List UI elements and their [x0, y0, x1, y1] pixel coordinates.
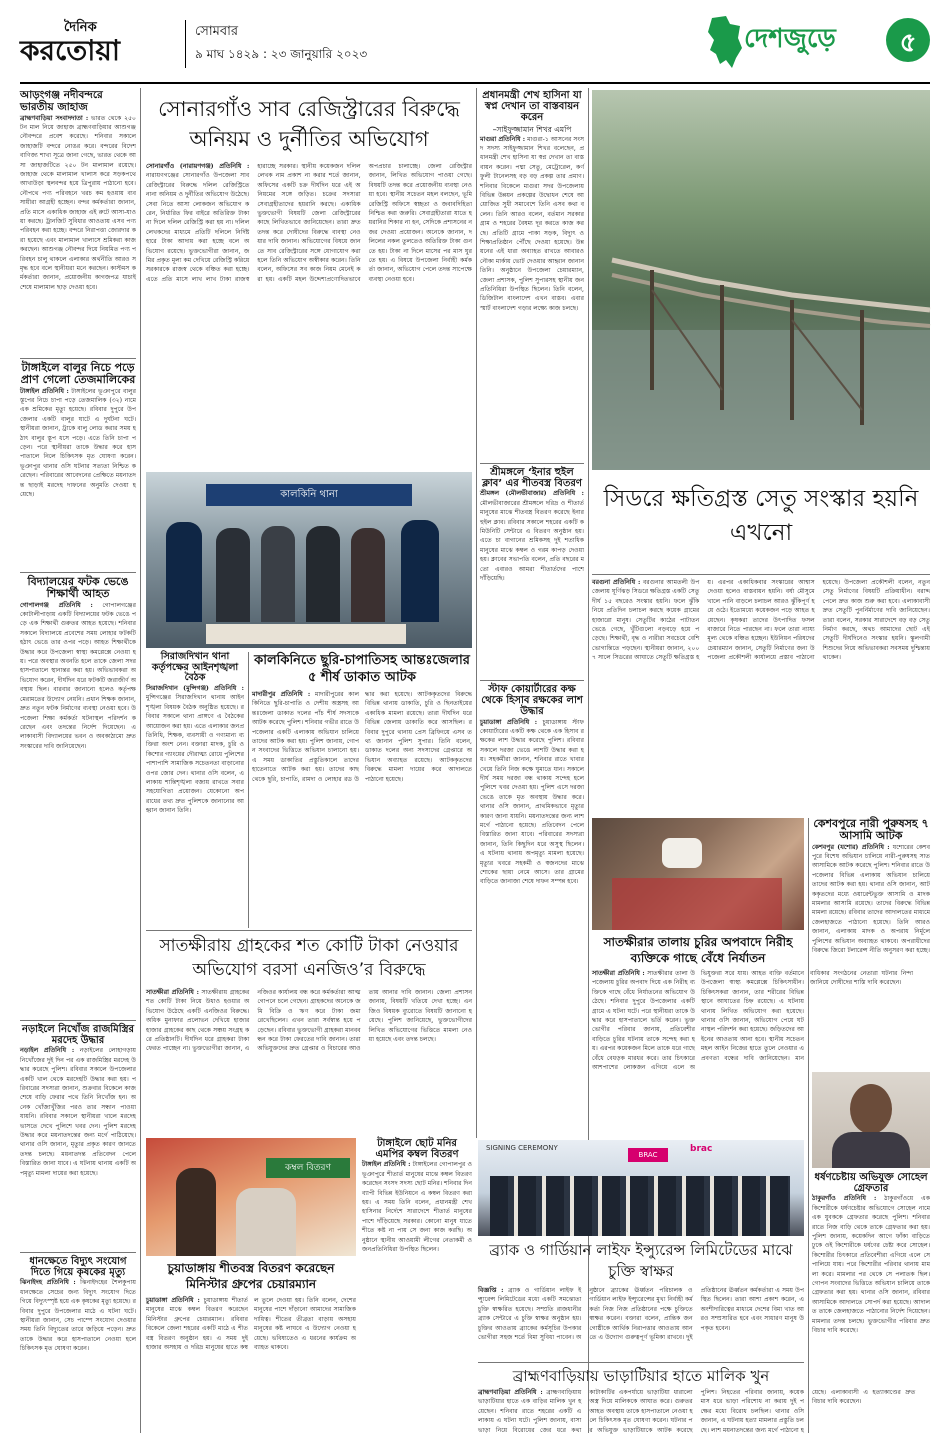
byline: চুয়াডাঙ্গা প্রতিনিধি : [146, 1297, 200, 1304]
article-a3 [20, 576, 136, 1016]
article-body: ভারত থেকে ২৫০ টন মাল নিয়ে জাহাজ ব্রাহ্মণবাড়িয়ার আশুগঞ্জ নৌবন্দরে প্রবেশ করেছে। শনিবার সকালে জাহাজটি বন্দরে নোঙর করে। বন্দরের বিদেশ বাণিজ্য শাখা সূত্রে জানা গেছে, ভারত থেকে আসা জাহাজটিতে ২৫০ টন মালামাল রয়েছে। জাহাজ থেকে মালামাল খালাস করে সড়কপথে আখাউড়া স্থলবন্দর হয়ে ত্রিপুরায় পাঠানো হবে। নৌপথে পণ্য পরিবহনে খরচ কম হওয়ায় ব্যবসায়ীরা আগ্রহী হচ্ছেন। বন্দর কর্মকর্তারা জানান, প্রতি মাসে একাধিক জাহাজ এই রুটে আসা-যাওয়া করছে। ট্রানজিট সুবিধার আওতায় এসব পণ্য পরিবহন করা হচ্ছে। বন্দরে নিরাপত্তা জোরদার করা হয়েছে এবং মালামাল খালাসে শ্রমিকরা কাজ করছেন। আশুগঞ্জ নৌবন্দর দিয়ে নিয়মিত পণ্য পরিবহন চালু থাকলে এলাকার অর্থনীতি আরও সমৃদ্ধ হবে বলে স্থানীয়রা মনে করছেন। কাস্টমস কর্মকর্তারা জানান, প্রয়োজনীয় কাগজপত্র যাচাই শেষে মালামাল ছাড় দেওয়া হবে। [20, 114, 137, 291]
article-a8 [146, 652, 244, 926]
arrested-suspects-photo [146, 472, 472, 648]
lead-headline: সোনারগাঁও সাব রেজিস্ট্রারের বিরুদ্ধে অনিয়ম ও দুর্নীতির অভিযোগ [158, 97, 460, 151]
headline: সিরাজদিখান থানা কর্তৃপক্ষের আইনশৃঙ্খলা বৈঠক [151, 651, 239, 684]
masthead-divider [185, 20, 186, 68]
article-body: মাদারীপুরের কালকিনিতে ছুরি-চাপাতি ও দেশীয় অস্ত্রসহ আন্তঃজেলা ডাকাত দলের পাঁচ শীর্ষ সদস্যকে আটক করেছে পুলিশ। শনিবার গভীর রাতে উপজেলার একটি এলাকায় অভিযান চালিয়ে তাদের আটক করা হয়। পুলিশ জানায়, গোপন সংবাদের ভিত্তিতে অভিযান চালানো হয়। এ সময় ডাকাতির প্রস্তুতিকালে তাদের হাতেনাতে আটক করা হয়। তাদের কাছ থেকে ছুরি, চাপাতি, রামদা ও লোহার রড উদ্ধার করা হয়েছে। আটককৃতদের বিরুদ্ধে বিভিন্ন থানায় ডাকাতি, চুরি ও ছিনতাইয়ের একাধিক মামলা রয়েছে। তারা দীর্ঘদিন ধরে বিভিন্ন জেলায় ডাকাতি করে আসছিল। রবিবার দুপুরে থানায় প্রেস ব্রিফিংয়ে এসব তথ্য জানান পুলিশ সুপার। তিনি বলেন, ডাকাত দলের অন্য সদস্যদের গ্রেপ্তারে অভিযান অব্যাহত রয়েছে। আটককৃতদের বিরুদ্ধে মামলা দায়ের করে আদালতে পাঠানো হয়েছে। [252, 691, 472, 783]
article-body: টাঙ্গাইলের গোপালপুর ও ভূঞাপুরে শীতার্ত মানুষের মাঝে কম্বল বিতরণ করেছেন সংসদ সদস্য ছোট মনির। শনিবার দিনব্যাপী বিভিন্ন ইউনিয়নে এ কম্বল বিতরণ করা হয়। এ সময় তিনি বলেন, প্রধানমন্ত্রী শেখ হাসিনার নির্দেশে সারাদেশে শীতার্ত মানুষের পাশে দাঁড়িয়েছে সরকার। কোনো মানুষ যাতে শীতে কষ্ট না পায় সে জন্য কাজ করছি। অনুষ্ঠানে স্থানীয় আওয়ামী লীগের নেতাকর্মী ও জনপ্রতিনিধিরা উপস্থিত ছিলেন। [362, 1161, 472, 1254]
row-rule [20, 572, 136, 573]
logo-name-text: করতোয়া [20, 34, 120, 67]
article-a15 [592, 578, 930, 810]
headline: স্টাফ কোয়ার্টারের কক্ষ থেকে হিসাব রক্ষকের লাশ উদ্ধার [481, 684, 583, 718]
byline: নড়াইল প্রতিনিধি : [20, 1047, 75, 1055]
row-rule [20, 358, 136, 359]
brac-logo-secondary: brac [690, 1144, 713, 1154]
byline: ঝিনাইদহ প্রতিনিধি : [20, 1279, 76, 1287]
article-body: সাতক্ষীরায় গ্রাহকের শত কোটি টাকা নিয়ে উধাও হওয়ার অভিযোগ উঠেছে একটি এনজিওর বিরুদ্ধে। অধিক মুনাফার প্রলোভন দেখিয়ে হাজার হাজার গ্রাহকের কাছ থেকে সঞ্চয় সংগ্রহ করে প্রতিষ্ঠানটি। দীর্ঘদিন ধরে গ্রাহকরা টাকা ফেরত পাচ্ছেন না। ভুক্তভোগীরা জানান, এনজিওর কার্যালয় বন্ধ করে কর্মকর্তারা আত্মগোপনে চলে গেছেন। গ্রাহকদের অনেকে জমি বিক্রি ও ঋণ করে টাকা জমা রেখেছিলেন। এখন তারা সর্বস্বান্ত হয়ে পড়েছেন। রবিবার ভুক্তভোগী গ্রাহকরা মানববন্ধন করে টাকা ফেরতের দাবি জানান। তারা অভিযুক্তদের দ্রুত গ্রেপ্তার ও বিচারের আওতায় আনার দাবি জানান। জেলা প্রশাসন জানায়, বিষয়টি খতিয়ে দেখা হচ্ছে। এনজিও বিষয়ক ব্যুরোতে বিষয়টি জানানো হয়েছে। পুলিশ জানিয়েছে, ভুক্তভোগীদের লিখিত অভিযোগের ভিত্তিতে মামলা নেওয়া হয়েছে এবং তদন্ত চলছে। [146, 989, 472, 1053]
article-body: ব্র্যাক ও গার্ডিয়ান লাইফ ইন্স্যুরেন্স লিমিটেডের মধ্যে একটি সমঝোতা চুক্তি স্বাক্ষরিত হয়েছে। সম্প্রতি রাজধানীর ব্র্যাক সেন্টারে এ চুক্তি স্বাক্ষর অনুষ্ঠান হয়। চুক্তির আওতায় ব্র্যাকের কর্মসূচির উপকারভোগীরা সহজ শর্তে বিমা সুবিধা পাবেন। অনুষ্ঠানে ব্র্যাকের ঊর্ধ্বতন পরিচালক ও গার্ডিয়ান লাইফ ইন্স্যুরেন্সের মুখ্য নির্বাহী কর্মকর্তা নিজ নিজ প্রতিষ্ঠানের পক্ষে চুক্তিতে স্বাক্ষর করেন। বক্তারা বলেন, প্রান্তিক জনগোষ্ঠীকে আর্থিক নিরাপত্তার আওতায় আনতে এ উদ্যোগ গুরুত্বপূর্ণ ভূমিকা রাখবে। দুই প্রতিষ্ঠানের ঊর্ধ্বতন কর্মকর্তারা এ সময় উপস্থিত ছিলেন। তারা আশা প্রকাশ করেন, এ অংশীদারিত্বের মাধ্যমে দেশের বিমা খাত আরও সম্প্রসারিত হবে এবং সাধারণ মানুষ উপকৃত হবেন। [478, 1287, 804, 1342]
headline: আড়ংগঞ্জ নদীবন্দরে ভারতীয় জাহাজ [20, 89, 103, 113]
masthead [0, 0, 945, 86]
article-body: যশোরের কেশবপুরে বিশেষ অভিযান চালিয়ে নারী-পুরুষসহ সাত আসামিকে আটক করেছে পুলিশ। শনিবার রাতে উপজেলার বিভিন্ন এলাকায় অভিযান চালিয়ে তাদের আটক করা হয়। থানার ওসি জানান, আটককৃতদের মধ্যে ওয়ারেন্টভুক্ত আসামি ও মাদক মামলার আসামি রয়েছে। তাদের বিরুদ্ধে বিভিন্ন মামলা রয়েছে। রবিবার তাদের আদালতের মাধ্যমে জেলহাজতে পাঠানো হয়েছে। তিনি আরও জানান, এলাকায় মাদক ও অপরাধ নির্মূলে পুলিশের অভিযান অব্যাহত থাকবে। অপরাধীদের বিরুদ্ধে জিরো টলারেন্স নীতি অনুসরণ করা হচ্ছে। [812, 843, 931, 955]
column-rule [808, 818, 809, 1433]
article-body: মৌলভীবাজারের শ্রীমঙ্গলে দরিদ্র ও শীতার্ত মানুষের মাঝে শীতবস্ত্র বিতরণ করেছে ইনার হুইল ক্লাব। রবিবার সকালে শহরের একটি কমিউনিটি সেন্টারে এ বিতরণ অনুষ্ঠান হয়। এতে চা বাগানের শ্রমিকসহ দুই শতাধিক মানুষের মাঝে কম্বল ও গরম কাপড় দেওয়া হয়। ক্লাবের সভাপতি বলেন, প্রতি বছরের মতো এবারও আমরা শীতার্তদের পাশে দাঁড়িয়েছি। [480, 499, 584, 583]
headline: নড়াইলে নিখোঁজ রাজমিস্ত্রির মরদেহ উদ্ধার [22, 1024, 134, 1047]
row-rule [478, 1362, 804, 1363]
article-body: নারায়ণগঞ্জের সোনারগাঁও উপজেলা সাব রেজিস্ট্রারের বিরুদ্ধে দলিল রেজিস্ট্রিতে নানা অনিয়ম ও দুর্নীতির অভিযোগ উঠেছে। সেবা নিতে আসা লোকজন অভিযোগ করেন, নির্ধারিত ফির বাইরে অতিরিক্ত টাকা না দিলে দলিল রেজিস্ট্রি করা হয় না। দলিল লেখকদের মাধ্যমে প্রতিটি দলিলে নির্দিষ্ট হারে টাকা আদায় করা হচ্ছে বলে অভিযোগ রয়েছে। ভুক্তভোগীরা জানান, জমির প্রকৃত মূল্য কম দেখিয়ে রেজিস্ট্রি করিয়ে সরকারকে রাজস্ব থেকে বঞ্চিত করা হচ্ছে। এতে প্রতি মাসে লাখ লাখ টাকা রাজস্ব হারাচ্ছে সরকার। স্থানীয় কয়েকজন দলিল লেখক নাম প্রকাশ না করার শর্তে জানান, অফিসের একটি চক্র দীর্ঘদিন ধরে এই অনিয়মের সঙ্গে জড়িত। চক্রের সদস্যরা সেবাগ্রহীতাদের হয়রানি করছে। একাধিক ভুক্তভোগী বিষয়টি জেলা রেজিস্ট্রারের কাছে লিখিতভাবে জানিয়েছেন। তারা দ্রুত তদন্ত করে দোষীদের বিরুদ্ধে ব্যবস্থা নেওয়ার দাবি জানান। অভিযোগের বিষয়ে জানতে সাব রেজিস্ট্রারের সঙ্গে যোগাযোগ করা হলে তিনি অভিযোগ অস্বীকার করেন। তিনি বলেন, অফিসের সব কাজ নিয়ম মেনেই করা হয়। একটি মহল উদ্দেশ্যপ্রণোদিতভাবে অপপ্রচার চালাচ্ছে। জেলা রেজিস্ট্রার জানান, লিখিত অভিযোগ পাওয়া গেছে। বিষয়টি তদন্ত করে প্রয়োজনীয় ব্যবস্থা নেওয়া হবে। স্থানীয় সচেতন মহল বলছেন, ভূমি রেজিস্ট্রি অফিসে স্বচ্ছতা ও জবাবদিহিতা নিশ্চিত করা জরুরি। সেবাগ্রহীতারা যাতে হয়রানির শিকার না হন, সেদিকে প্রশাসনের নজর দেওয়া প্রয়োজন। অনেকে জানান, দলিলের নকল তুলতেও অতিরিক্ত টাকা গুনতে হয়। টাকা না দিলে মাসের পর মাস ঘুরতে হয়। এ বিষয়ে উপজেলা নির্বাহী কর্মকর্তা জানান, অভিযোগ পেলে তদন্ত সাপেক্ষে ব্যবস্থা নেওয়া হবে। [146, 163, 472, 283]
article-body: বরগুনার আমতলী উপজেলায় ঘূর্ণিঝড় সিডরে ক্ষতিগ্রস্ত একটি সেতু দীর্ঘ ১৫ বছরেও সংস্কার হয়নি। ফলে ঝুঁকি নিয়ে প্রতিদিন চলাচল করছে কয়েক গ্রামের হাজারো মানুষ। সেতুটির কাঠের পাটাতন ভেঙে গেছে, খুঁটিগুলো নড়বড়ে হয়ে পড়েছে। শিক্ষার্থী, বৃদ্ধ ও নারীরা সবচেয়ে বেশি ভোগান্তিতে পড়ছেন। স্থানীয়রা জানান, ২০০৭ সালে সিডরের আঘাতে সেতুটি ক্ষতিগ্রস্ত হয়। এরপর একাধিকবার সংস্কারের আশ্বাস দেওয়া হলেও বাস্তবায়ন হয়নি। বর্ষা মৌসুমে খালে পানি বাড়লে চলাচল আরও ঝুঁকিপূর্ণ হয়ে ওঠে। ইতোমধ্যে কয়েকজন পড়ে আহত হয়েছেন। কৃষকরা তাদের উৎপাদিত ফসল বাজারে নিতে পারছেন না। ফলে তারা ন্যায্য মূল্য থেকে বঞ্চিত হচ্ছেন। ইউনিয়ন পরিষদের চেয়ারম্যান জানান, সেতুটি নির্মাণের জন্য উপজেলা প্রকৌশলী কার্যালয়ে প্রস্তাব পাঠানো হয়েছে। উপজেলা প্রকৌশলী বলেন, নতুন সেতু নির্মাণের বিষয়টি প্রক্রিয়াধীন। বরাদ্দ পেলে দ্রুত কাজ শুরু করা হবে। এলাকাবাসী দ্রুত সেতুটি পুনর্নির্মাণের দাবি জানিয়েছেন। তারা বলেন, সরকার সারাদেশে বড় বড় সেতু নির্মাণ করছে, অথচ আমাদের ছোট এই সেতুটি দীর্ঘদিনেও সংস্কার হয়নি। স্কুলগামী শিশুদের নিয়ে অভিভাবকরা সবসময় দুশ্চিন্তায় থাকেন। [592, 579, 930, 662]
byline: টাঙ্গাইল প্রতিনিধি : [362, 1161, 411, 1169]
byline: মাগুরা প্রতিনিধি : [480, 135, 526, 143]
bridge-illustration [592, 90, 930, 470]
headline: সিডরে ক্ষতিগ্রস্ত সেতু সংস্কার হয়নি এখনো [603, 486, 919, 546]
byline: বরগুনা প্রতিনিধি : [592, 579, 641, 586]
bridge-headline-box [592, 474, 930, 570]
row-rule [592, 574, 930, 575]
byline: ব্রাহ্মণবাড়িয়া সংবাদদাতা : [20, 114, 89, 122]
damaged-bridge-photo [592, 90, 930, 470]
page-number-badge [886, 18, 930, 62]
column-rule [248, 652, 249, 928]
byline: বিজ্ঞপ্তি : [478, 1287, 504, 1294]
section-title: দেশজুড়ে [744, 24, 836, 54]
headline: সাতক্ষীরার তালায় চুরির অপবাদে নিরীহ ব্যক্তিকে গাছে বেঁধে নির্যাতন [603, 935, 793, 965]
brac-logo: BRAC [628, 1148, 668, 1162]
article-a2 [20, 362, 136, 570]
byline: চুয়াডাঙ্গা প্রতিনিধি : [480, 718, 538, 726]
police-banner: কালকিনি থানা [206, 484, 412, 506]
logo-small-text: দৈনিক [64, 20, 97, 35]
byline: শ্রীমঙ্গল (মৌলভীবাজার) প্রতিনিধি : [480, 490, 584, 498]
article-body: চুয়াডাঙ্গায় স্টাফ কোয়ার্টারের একটি কক্ষ থেকে এক হিসাব রক্ষকের লাশ উদ্ধার করেছে পুলিশ। রবিবার সকালে দরজা ভেঙে লাশটি উদ্ধার করা হয়। সহকর্মীরা জানান, শনিবার রাতে খাবার খেয়ে তিনি নিজ কক্ষে ঘুমাতে যান। সকালে দীর্ঘ সময় দরজা বন্ধ থাকায় সন্দেহ হলে পুলিশে খবর দেওয়া হয়। পুলিশ এসে দরজা ভেঙে তাকে মৃত অবস্থায় উদ্ধার করে। থানার ওসি জানান, প্রাথমিকভাবে মৃত্যুর কারণ জানা যায়নি। ময়নাতদন্তের জন্য লাশ মর্গে পাঠানো হয়েছে। প্রতিবেদন পেলে বিস্তারিত জানা যাবে। পরিবারের সদস্যরা জানান, তিনি কিছুদিন ধরে অসুস্থ ছিলেন। এ ঘটনায় থানায় অপমৃত্যু মামলা হয়েছে। মৃত্যুর খবরে সহকর্মী ও স্বজনদের মাঝে শোকের ছায়া নেমে আসে। তার গ্রামের বাড়িতে জানাজা শেষে দাফন সম্পন্ন হবে। [480, 718, 584, 886]
masthead-rule [20, 82, 930, 84]
article-a16 [592, 934, 913, 1086]
article-a13 [480, 467, 584, 677]
headline: শ্রীমঙ্গলে ‘ইনার হুইল ক্লাব’ এর শীতবস্ত্র বিতরণ [482, 467, 582, 490]
article-body: সাতক্ষীরার তালা উপজেলায় চুরির অপবাদ দিয়ে এক নিরীহ ব্যক্তিকে গাছে বেঁধে নির্যাতনের অভিযোগ উঠেছে। শনিবার দুপুরে উপজেলার একটি গ্রামে এ ঘটনা ঘটে। পরে স্থানীয়রা তাকে উদ্ধার করে হাসপাতালে ভর্তি করেন। ভুক্তভোগীর পরিবার জানায়, প্রতিবেশীর বাড়িতে চুরির ঘটনায় তাকে সন্দেহ করা হয়। এরপর কয়েকজন মিলে তাকে ধরে গাছে বেঁধে বেধড়ক মারধর করে। তার চিৎকারে আশপাশের লোকজন এগিয়ে এলে অভিযুক্তরা সরে যায়। আহত ব্যক্তি বর্তমানে উপজেলা স্বাস্থ্য কমপ্লেক্সে চিকিৎসাধীন। চিকিৎসকরা জানান, তার শরীরের বিভিন্ন স্থানে আঘাতের চিহ্ন রয়েছে। এ ঘটনায় থানায় লিখিত অভিযোগ করা হয়েছে। থানার ওসি জানান, অভিযোগ পেয়ে ঘটনাস্থল পরিদর্শন করা হয়েছে। জড়িতদের আইনের আওতায় আনা হবে। স্থানীয় সচেতন মহল আইন নিজের হাতে তুলে নেওয়ার এ প্রবণতা বন্ধের দাবি জানিয়েছেন। মানবাধিকার সংগঠনের নেতারা ঘটনার নিন্দা জানিয়ে দোষীদের শাস্তি দাবি করেছেন। [592, 970, 913, 1072]
newspaper-logo [20, 18, 175, 73]
article-a17 [812, 818, 930, 1068]
article-body: চুয়াডাঙ্গায় শীতার্ত মানুষের মাঝে কম্বল বিতরণ করেছেন মিনিস্টার গ্রুপের চেয়ারম্যান। রবিবার বিকেলে জেলা শহরের একটি মাঠে এ শীতবস্ত্র বিতরণ অনুষ্ঠান হয়। এ সময় দুই হাজার অসহায় ও দরিদ্র মানুষের হাতে কম্বল তুলে দেওয়া হয়। তিনি বলেন, দেশের মানুষের পাশে দাঁড়ানো আমাদের সামাজিক দায়িত্ব। শীতের তীব্রতা বাড়ায় অসহায় মানুষের কষ্ট লাঘবে এ উদ্যোগ নেওয়া হয়েছে। ভবিষ্যতেও এ ধরনের কার্যক্রম অব্যাহত থাকবে। [146, 1297, 356, 1352]
article-a10 [146, 1260, 356, 1435]
headline: ব্রাহ্মণবাড়িয়ায় ভাড়াটিয়ার হাতে মালিক খুন [512, 1367, 770, 1385]
headline: ধানক্ষেতে বিদ্যুৎ সংযোগ দিতে গিয়ে কৃষকের মৃত্যু [29, 1256, 127, 1279]
suspect-portrait-photo [812, 1072, 930, 1168]
headline: সাতক্ষীরায় গ্রাহকের শত কোটি টাকা নেওয়ার অভিযোগ বরসা এনজিও’র বিরুদ্ধে [159, 936, 459, 980]
article-a6 [146, 90, 472, 470]
article-body: ঝিনাইদহের শৈলকুপায় ধানক্ষেতে সেচের জন্য বিদ্যুৎ সংযোগ দিতে গিয়ে বিদ্যুৎস্পৃষ্ট হয়ে এক কৃষকের মৃত্যু হয়েছে। রবিবার দুপুরে উপজেলার মাঠে এ ঘটনা ঘটে। স্থানীয়রা জানান, সেচ পাম্পে সংযোগ দেওয়ার সময় তিনি বিদ্যুতের তারে জড়িয়ে পড়েন। দ্রুত তাকে উদ্ধার করে হাসপাতালে নেওয়া হলে চিকিৎসক মৃত ঘোষণা করেন। [20, 1279, 136, 1353]
byline: গোপালগঞ্জ প্রতিনিধি : [20, 601, 93, 609]
article-a5 [20, 1256, 136, 1436]
article-a19 [478, 1240, 804, 1360]
headline: বিদ্যালয়ের ফটক ভেঙে শিক্ষার্থী আহত [27, 575, 129, 601]
headline: টাঙ্গাইলে ছোট মনির এমপির কম্বল বিতরণ [375, 1138, 459, 1161]
article-a4 [20, 1024, 136, 1249]
byline: মাদারীপুর প্রতিনিধি : [252, 691, 311, 698]
victim-in-hospital-photo [592, 818, 804, 930]
article-a1 [20, 90, 136, 355]
article-body: ঠাকুরগাঁওয়ে এক কিশোরীকে ধর্ষণচেষ্টার অভিযোগে সোহেল নামে এক যুবককে গ্রেফতার করেছে পুলিশ। শনিবার রাতে নিজ বাড়ি থেকে তাকে গ্রেফতার করা হয়। পুলিশ জানায়, কয়েকদিন আগে ফাঁকা বাড়িতে ঢুকে ওই কিশোরীকে ধর্ষণের চেষ্টা করে সোহেল। কিশোরীর চিৎকারে প্রতিবেশীরা এগিয়ে এলে সে পালিয়ে যায়। পরে কিশোরীর পরিবার থানায় মামলা করে। মামলার পর থেকে সে পলাতক ছিল। গোপন সংবাদের ভিত্তিতে অভিযান চালিয়ে তাকে গ্রেফতার করা হয়। থানার ওসি জানান, রবিবার আসামিকে আদালতে সোপর্দ করা হয়েছে। আদালত তাকে জেলহাজতে পাঠানোর নির্দেশ দিয়েছেন। মামলার তদন্ত চলছে। ভুক্তভোগীর পরিবার দ্রুত বিচার দাবি করেছে। [812, 1195, 930, 1335]
byline: সাতক্ষীরা প্রতিনিধি : [146, 989, 199, 996]
article-a12 [480, 90, 584, 450]
rally-banner: কম্বল বিতরণ [266, 1158, 350, 1178]
bangladesh-map-icon [706, 14, 744, 70]
byline: সাতক্ষীরা প্রতিনিধি : [592, 970, 645, 977]
article-a20 [478, 1366, 916, 1440]
byline: ঠাকুরগাঁও প্রতিনিধি : [812, 1195, 877, 1203]
signing-banner: SIGNING CEREMONY [486, 1144, 558, 1152]
blanket-distribution-photo [146, 1138, 356, 1256]
article-body: টাঙ্গাইলের ভূঞাপুরে বালুর স্তূপের নিচে চাপা পড়ে তেজমালিক (৩২) নামে এক শ্রমিকের মৃত্যু হয়েছে। রবিবার দুপুরে উপজেলার একটি বালুর ঘাটে এ দুর্ঘটনা ঘটে। স্থানীয়রা জানান, ট্রাকে বালু লোড করার সময় হঠাৎ বালুর স্তূপ ধসে পড়ে। এতে তিনি চাপা পড়েন। পরে স্থানীয়রা তাকে উদ্ধার করে হাসপাতালে নিলে চিকিৎসক মৃত ঘোষণা করেন। ভূঞাপুর থানার ওসি ঘটনার সত্যতা নিশ্চিত করেছেন। পরিবারের আবেদনের প্রেক্ষিতে ময়নাতদন্ত ছাড়াই মরদেহ দাফনের অনুমতি দেওয়া হয়েছে। [20, 387, 137, 499]
column-rule [140, 88, 141, 1433]
article-body: মাগুরা-১ আসনের সংসদ সদস্য সাইফুজ্জামান শিখর বলেছেন, প্রধানমন্ত্রী শেখ হাসিনা যা স্বপ্ন দেখান তা বাস্তবায়ন করেন। পদ্মা সেতু, মেট্রোরেল, কর্ণফুলী টানেলসহ বড় বড় প্রকল্প তার প্রমাণ। শনিবার বিকেলে মাগুরা সদর উপজেলায় বিভিন্ন উন্নয়ন প্রকল্পের উদ্বোধন শেষে আয়োজিত সুধী সমাবেশে তিনি এসব কথা বলেন। তিনি আরও বলেন, বর্তমান সরকার গ্রাম ও শহরের বৈষম্য দূর করতে কাজ করছে। প্রতিটি গ্রামে পাকা সড়ক, বিদ্যুৎ ও শিক্ষাপ্রতিষ্ঠান পৌঁছে দেওয়া হয়েছে। উন্নয়নের এই ধারা অব্যাহত রাখতে আবারও নৌকা মার্কায় ভোট দেওয়ার আহ্বান জানান তিনি। অনুষ্ঠানে উপজেলা চেয়ারম্যান, জেলা প্রশাসক, পুলিশ সুপারসহ স্থানীয় জনপ্রতিনিধিরা উপস্থিত ছিলেন। তিনি বলেন, ডিজিটাল বাংলাদেশ এখন বাস্তব। এবার স্মার্ট বাংলাদেশ গড়ার লক্ষ্যে কাজ চলছে। [480, 135, 585, 312]
headline: চুয়াডাঙ্গায় শীতবস্ত্র বিতরণ করেছেন মিনিস্টার গ্রুপের চেয়ারম্যান [167, 1261, 335, 1291]
article-a7 [252, 652, 472, 926]
issue-day: সোমবার [195, 24, 239, 39]
article-body: মুন্সিগঞ্জের সিরাজদিখান থানায় আইনশৃঙ্খলা বিষয়ক বৈঠক অনুষ্ঠিত হয়েছে। রবিবার সকালে থানা প্রাঙ্গণে এ বৈঠকের আয়োজন করা হয়। এতে এলাকার জনপ্রতিনিধি, শিক্ষক, ব্যবসায়ী ও গণ্যমান্য ব্যক্তিরা অংশ নেন। বক্তারা মাদক, চুরি ও কিশোর গ্যাংয়ের দৌরাত্ম্য রোধে পুলিশের পাশাপাশি সামাজিক সচেতনতা বাড়ানোর ওপর জোর দেন। থানার ওসি বলেন, এলাকায় শান্তিশৃঙ্খলা বজায় রাখতে সবার সহযোগিতা প্রয়োজন। যেকোনো অপরাধের তথ্য দ্রুত পুলিশকে জানানোর আহ্বান জানান তিনি। [146, 694, 244, 815]
article-body: গোপালগঞ্জের কোটালীপাড়ায় একটি বিদ্যালয়ের ফটক ভেঙে পড়ে এক শিক্ষার্থী গুরুতর আহত হয়েছে। শনিবার সকালে বিদ্যালয়ে প্রবেশের সময় লোহার ফটকটি হঠাৎ ভেঙে তার ওপর পড়ে। আহত শিক্ষার্থীকে উদ্ধার করে উপজেলা স্বাস্থ্য কমপ্লেক্সে নেওয়া হয়। পরে অবস্থার অবনতি হলে তাকে জেলা সদর হাসপাতালে স্থানান্তর করা হয়। অভিভাবকরা অভিযোগ করেন, দীর্ঘদিন ধরে ফটকটি জরাজীর্ণ অবস্থায় ছিল। বারবার জানানো হলেও কর্তৃপক্ষ মেরামতের উদ্যোগ নেয়নি। প্রধান শিক্ষক জানান, দ্রুত নতুন ফটক নির্মাণের ব্যবস্থা নেওয়া হবে। উপজেলা শিক্ষা কর্মকর্তা ঘটনাস্থল পরিদর্শন করেছেন এবং তদন্তের নির্দেশ দিয়েছেন। এলাকাবাসী বিদ্যালয়ের ভবন ও অবকাঠামো দ্রুত সংস্কারের দাবি জানিয়েছেন। [20, 601, 136, 750]
issue-date: ৯ মাঘ ১৪২৯ : ২৩ জানুয়ারি ২০২৩ [195, 47, 368, 61]
signing-ceremony-photo [478, 1140, 804, 1236]
article-a14 [480, 684, 584, 1129]
byline: কেশবপুর (যশোর) প্রতিনিধি : [812, 843, 890, 851]
headline: কালকিনিতে ছুরি-চাপাতিসহ আন্তঃজেলার ৫ শীর্ষ ডাকাত আটক [254, 653, 470, 685]
headline: টাঙ্গাইলে বালুর নিচে পড়ে প্রাণ গেলো তেজমালিকের [20, 361, 136, 387]
article-a11 [362, 1138, 472, 1434]
section-label [700, 12, 932, 72]
row-rule [20, 1020, 136, 1021]
headline: ব্র্যাক ও গার্ডিয়ান লাইফ ইন্স্যুরেন্স লিমিটেডের মাঝে চুক্তি স্বাক্ষর [489, 1241, 793, 1280]
article-body: ব্রাহ্মণবাড়িয়ায় ভাড়াটিয়ার হাতে এক বাড়ির মালিক খুন হয়েছেন। শনিবার রাতে শহরের একটি এলাকায় এ ঘটনা ঘটে। পুলিশ জানায়, বাসা ভাড়া নিয়ে বিরোধের জের ধরে কথা কাটাকাটির একপর্যায়ে ভাড়াটিয়া ধারালো অস্ত্র দিয়ে মালিককে আঘাত করে। গুরুতর আহত অবস্থায় তাকে হাসপাতালে নেওয়া হলে চিকিৎসক মৃত ঘোষণা করেন। ঘটনার পর অভিযুক্ত ভাড়াটিয়াকে আটক করেছে পুলিশ। নিহতের পরিবার জানায়, কয়েক মাস ধরে ভাড়া পরিশোধ না করায় দুই পক্ষের মধ্যে বিরোধ চলছিল। থানার ওসি জানান, এ ঘটনায় হত্যা মামলার প্রস্তুতি চলছে। লাশ ময়নাতদন্তের জন্য মর্গে পাঠানো হয়েছে। এলাকাবাসী এ হত্যাকাণ্ডের দ্রুত বিচার দাবি করেছেন। [478, 1389, 916, 1434]
byline: সিরাজদিখান (মুন্সিগঞ্জ) প্রতিনিধি : [146, 684, 244, 692]
column-rule [476, 88, 477, 1138]
row-rule [146, 930, 472, 931]
byline: সোনারগাঁও (নারায়ণগঞ্জ) প্রতিনিধি : [146, 163, 250, 170]
headline: কেশবপুরে নারী পুরুষসহ ৭ আসামি আটক [813, 817, 929, 843]
article-body: নড়াইলের লোহাগড়ায় নিখোঁজের দুই দিন পর এক রাজমিস্ত্রির মরদেহ উদ্ধার করেছে পুলিশ। রবিবার সকালে উপজেলার একটি খাল থেকে মরদেহটি উদ্ধার করা হয়। পরিবারের সদস্যরা জানান, শুক্রবার বিকেলে কাজ শেষে বাড়ি ফেরার পথে তিনি নিখোঁজ হন। অনেক খোঁজাখুঁজির পরও তার সন্ধান পাওয়া যায়নি। রবিবার সকালে স্থানীয়রা খালে মরদেহ ভাসতে দেখে পুলিশে খবর দেন। পুলিশ মরদেহ উদ্ধার করে ময়নাতদন্তের জন্য মর্গে পাঠিয়েছে। থানার ওসি জানান, মৃত্যুর প্রকৃত কারণ জানতে তদন্ত চলছে। ময়নাতদন্ত প্রতিবেদন পেলে বিস্তারিত জানা যাবে। এ ঘটনায় থানায় একটি অপমৃত্যু মামলা দায়ের করা হয়েছে। [20, 1047, 137, 1177]
headline: ধর্ষণচেষ্টায় অভিযুক্ত সোহেল গ্রেফতার [814, 1172, 928, 1195]
byline: টাঙ্গাইল প্রতিনিধি : [20, 387, 69, 395]
row-rule [20, 1252, 136, 1253]
page-number: ৫ [899, 28, 917, 58]
byline: ব্রাহ্মণবাড়িয়া প্রতিনিধি : [478, 1389, 543, 1396]
row-rule [480, 463, 584, 464]
quote-attribution: –সাইফুজ্জামান শিখর এমপি [492, 124, 572, 134]
article-a9 [146, 934, 472, 1134]
headline: প্রধানমন্ত্রী শেখ হাসিনা যা স্বপ্ন দেখান তা বাস্তবায়ন করেন [482, 90, 582, 124]
row-rule [480, 680, 584, 681]
